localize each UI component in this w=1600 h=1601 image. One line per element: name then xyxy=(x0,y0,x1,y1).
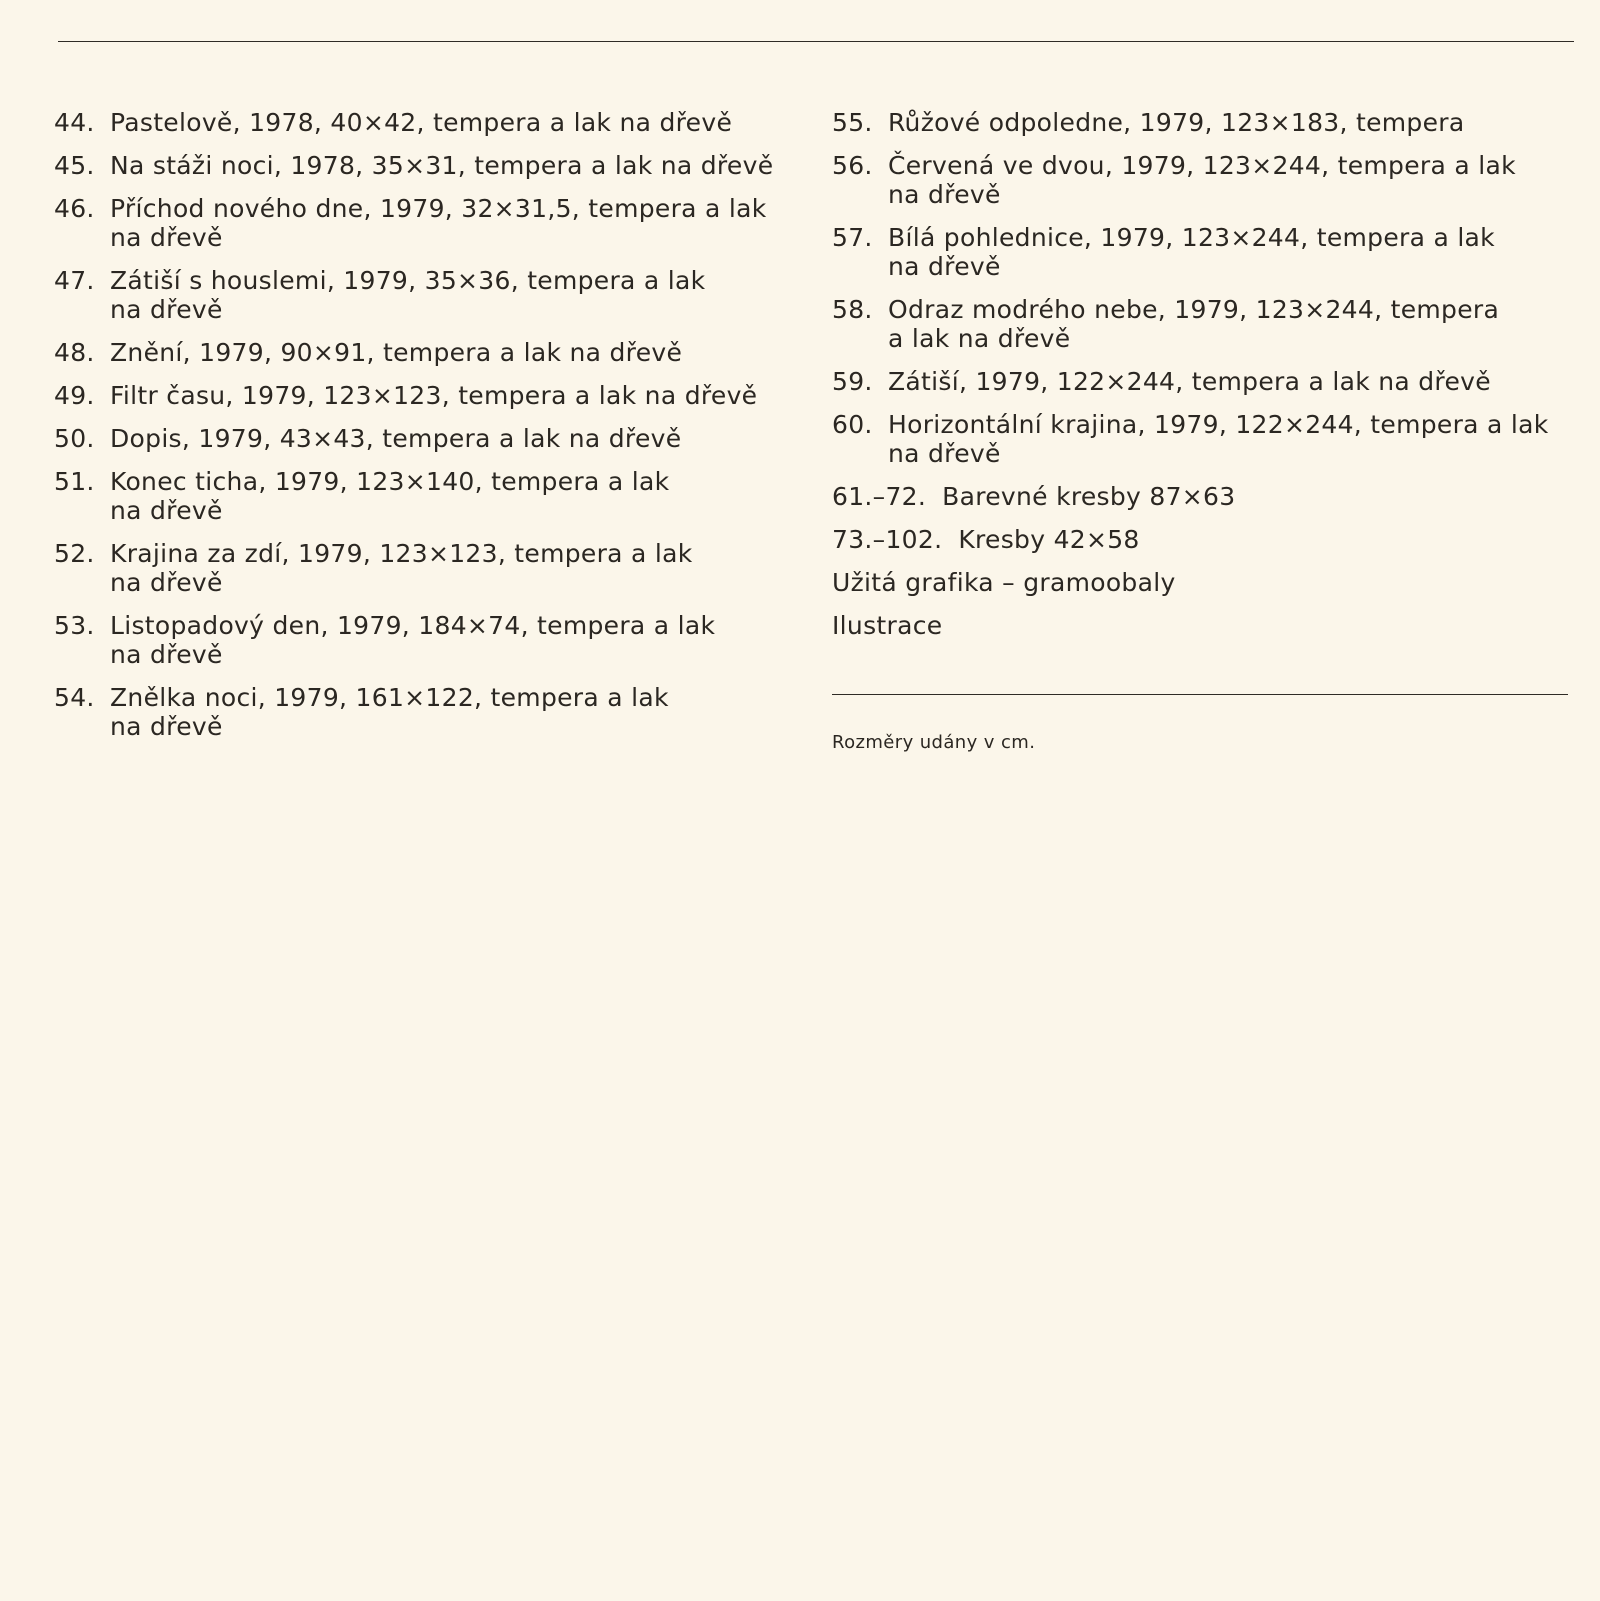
entry-text-continuation: na dřevě xyxy=(888,439,1001,468)
catalog-entry xyxy=(54,611,814,669)
entry-text: Filtr času, 1979, 123×123, tempera a lak na dřevě xyxy=(110,381,758,410)
entry-number: 49. xyxy=(54,381,95,410)
catalog-entry xyxy=(54,338,814,367)
catalog-entry xyxy=(832,151,1572,209)
catalog-entry xyxy=(832,223,1572,281)
entry-text: Krajina za zdí, 1979, 123×123, tempera a lak xyxy=(110,539,693,568)
catalog-entry xyxy=(54,539,814,597)
entry-number: 48. xyxy=(54,338,95,367)
entry-text-continuation: na dřevě xyxy=(110,223,223,252)
right-entry-list xyxy=(832,108,1572,468)
entry-text-continuation: na dřevě xyxy=(110,295,223,324)
extra-line: Užitá grafika – gramoobaly xyxy=(832,568,1176,597)
catalog-entry xyxy=(832,410,1572,468)
top-rule xyxy=(58,41,1574,42)
entry-text: Zátiší, 1979, 122×244, tempera a lak na dřevě xyxy=(888,367,1491,396)
catalog-entry xyxy=(832,108,1572,137)
section-rule xyxy=(832,694,1568,695)
entry-number: 54. xyxy=(54,683,95,712)
catalog-entry xyxy=(54,108,814,137)
entry-text: Růžové odpoledne, 1979, 123×183, tempera xyxy=(888,108,1465,137)
entry-text: Příchod nového dne, 1979, 32×31,5, tempera a lak xyxy=(110,194,767,223)
entry-number: 53. xyxy=(54,611,95,640)
entry-text: Bílá pohlednice, 1979, 123×244, tempera a lak xyxy=(888,223,1495,252)
footnote: Rozměry udány v cm. xyxy=(832,732,1036,753)
catalog-entry xyxy=(54,194,814,252)
entry-text-continuation: na dřevě xyxy=(110,712,223,741)
left-column xyxy=(54,108,814,755)
entry-number: 58. xyxy=(832,295,873,324)
entry-number: 45. xyxy=(54,151,95,180)
entry-number: 51. xyxy=(54,467,95,496)
entry-number: 56. xyxy=(832,151,873,180)
entry-text: Zátiší s houslemi, 1979, 35×36, tempera a lak xyxy=(110,266,706,295)
catalog-entry xyxy=(832,295,1572,353)
range-text: Barevné kresby 87×63 xyxy=(942,482,1236,511)
catalog-entry xyxy=(54,424,814,453)
entry-text: Listopadový den, 1979, 184×74, tempera a lak xyxy=(110,611,716,640)
entry-number: 59. xyxy=(832,367,873,396)
entry-text: Konec ticha, 1979, 123×140, tempera a lak xyxy=(110,467,670,496)
entry-number: 44. xyxy=(54,108,95,137)
entry-number: 60. xyxy=(832,410,873,439)
entry-text: Odraz modrého nebe, 1979, 123×244, tempera xyxy=(888,295,1500,324)
entry-text: Znělka noci, 1979, 161×122, tempera a lak xyxy=(110,683,669,712)
entry-text-continuation: na dřevě xyxy=(888,252,1001,281)
range-entry xyxy=(832,482,1572,511)
range-entry xyxy=(832,525,1572,554)
entry-number: 55. xyxy=(832,108,873,137)
entry-text: Červená ve dvou, 1979, 123×244, tempera a lak xyxy=(888,151,1516,180)
right-column xyxy=(832,108,1572,654)
range-text: Kresby 42×58 xyxy=(958,525,1140,554)
entry-text: Na stáži noci, 1978, 35×31, tempera a lak na dřevě xyxy=(110,151,774,180)
entry-text-continuation: na dřevě xyxy=(110,496,223,525)
entry-text-continuation: a lak na dřevě xyxy=(888,324,1071,353)
entry-text: Znění, 1979, 90×91, tempera a lak na dřevě xyxy=(110,338,683,367)
catalog-entry xyxy=(54,381,814,410)
catalog-entry xyxy=(54,151,814,180)
range-number: 73.–102. xyxy=(832,525,943,554)
entry-text-continuation: na dřevě xyxy=(888,180,1001,209)
catalog-entry xyxy=(54,266,814,324)
entry-number: 52. xyxy=(54,539,95,568)
entry-number: 57. xyxy=(832,223,873,252)
range-number: 61.–72. xyxy=(832,482,927,511)
entry-text: Pastelově, 1978, 40×42, tempera a lak na dřevě xyxy=(110,108,733,137)
entry-text: Dopis, 1979, 43×43, tempera a lak na dřevě xyxy=(110,424,682,453)
entry-text: Horizontální krajina, 1979, 122×244, tempera a lak xyxy=(888,410,1549,439)
entry-text-continuation: na dřevě xyxy=(110,640,223,669)
catalog-entry xyxy=(54,467,814,525)
entry-number: 50. xyxy=(54,424,95,453)
catalog-entry xyxy=(832,367,1572,396)
entry-text-continuation: na dřevě xyxy=(110,568,223,597)
entry-number: 47. xyxy=(54,266,95,295)
range-entry-list xyxy=(832,482,1572,554)
entry-number: 46. xyxy=(54,194,95,223)
catalog-entry xyxy=(54,683,814,741)
extra-line: Ilustrace xyxy=(832,611,943,640)
